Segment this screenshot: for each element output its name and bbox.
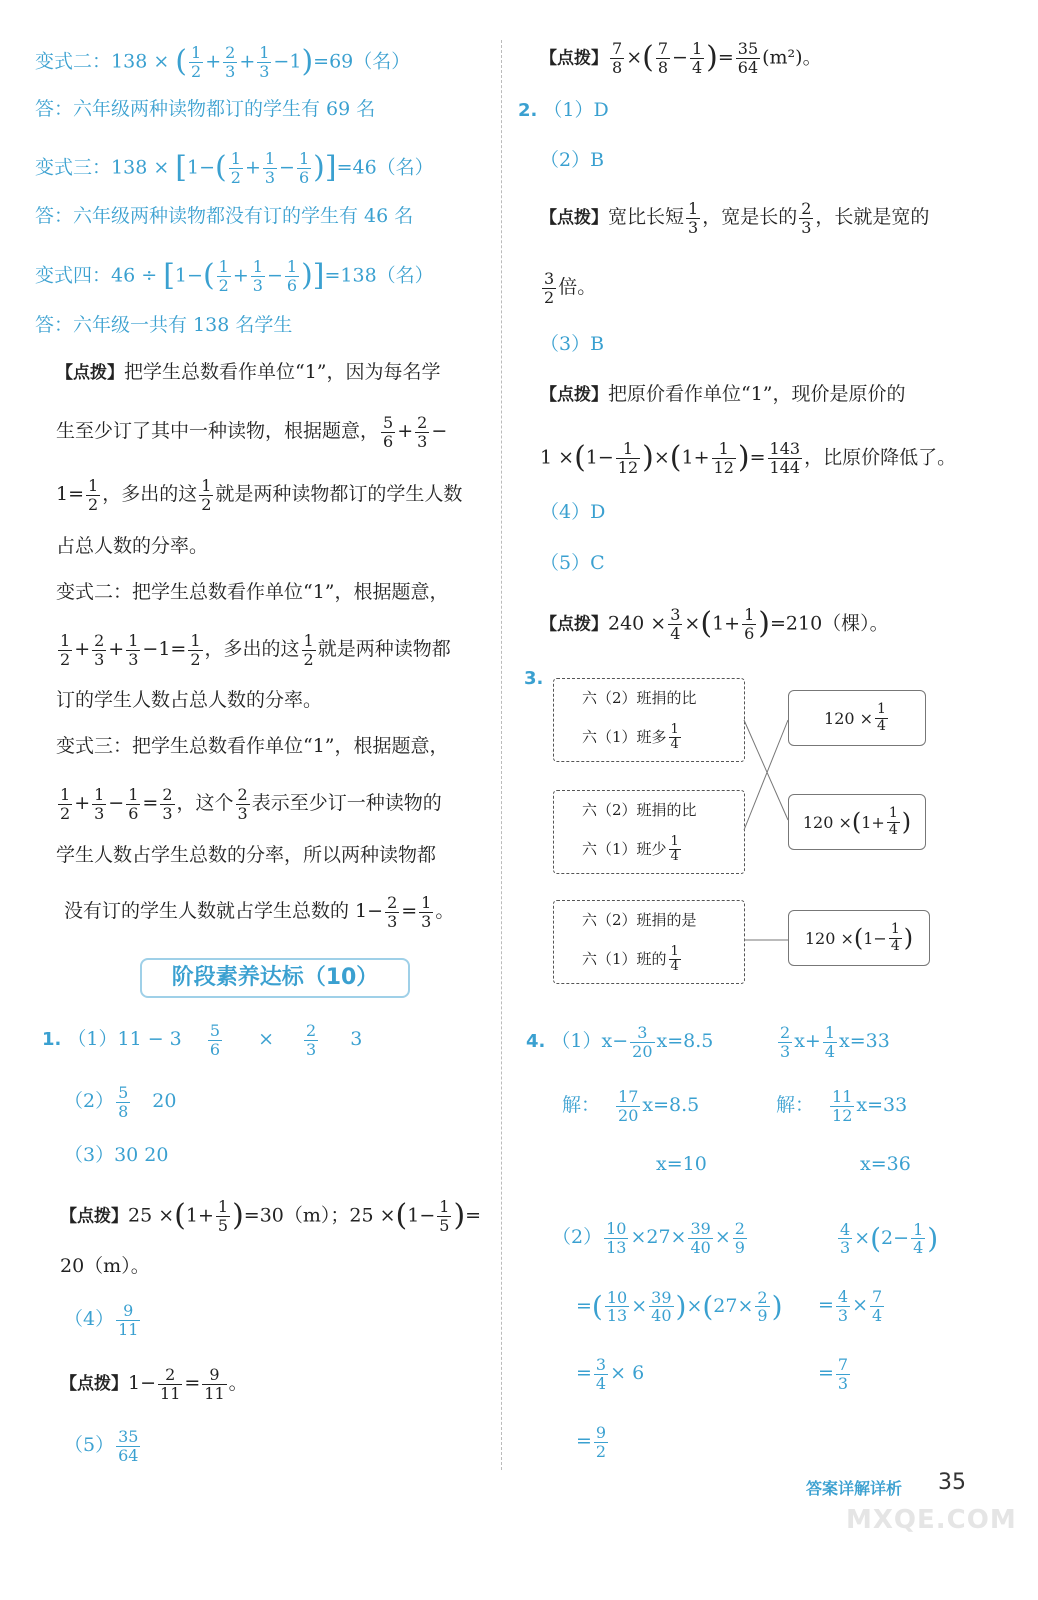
text: 就是两种读物都订的学生人数 [215,483,463,506]
question-number: 4. [526,1031,546,1053]
expr: 46 ÷ [111,264,158,287]
tip-label: 【点拨】 [540,614,608,635]
result: =46（名） [336,156,434,179]
box-text: 六（2）班捐的比 [582,689,697,707]
q2-tip2 [540,382,906,408]
expr: x=8.5 [642,1094,700,1117]
answer: 20 [152,1090,177,1113]
para-3-line-3: 学生人数占学生总数的分率，所以两种读物都 [56,844,437,866]
label: （2） [64,1090,115,1113]
para-2-line-3: 订的学生人数占总人数的分率。 [56,689,323,711]
text: 六（1）班少 [582,839,667,858]
expr: x=33 [839,1030,890,1053]
q4-1-right: $\frac{2}{3}$ x+ $\frac{1}{4}$ x=33 [780,1023,890,1061]
jie-label: 解： [562,1094,601,1117]
q2-tip-cont: $\frac{3}{2}$ 倍。 [544,269,597,307]
q4-2-right-line-2: = $\frac{4}{3}$ × $\frac{7}{4}$ [818,1287,883,1325]
result: =138（名） [324,264,434,287]
answer-3: 答：六年级一共有 138 名学生 [35,314,293,336]
stage-title-banner: 阶段素养达标（10） [140,958,410,998]
q4-2-line-4: = $\frac{9}{2}$ [576,1423,607,1461]
right-box-3: 120 × ( 1− $\frac{1}{4}$ ) [788,910,930,966]
q1-tip: 【点拨】25 ×(1+ $\frac{1}{5}$ )=30（m）；25 ×(1− $\frac{1}{5}$ )= [60,1197,482,1235]
text: 把原价看作单位“1”，现价是原价的 [608,383,906,405]
text: 120 × [802,812,852,832]
label: （2） [552,1226,603,1249]
para-3-line-2: $\frac{1}{2}$ + $\frac{1}{3}$ − $\frac{1}{6}$ = $\frac{2}{3}$ ，这个 $\frac{2}{3}$ 表示至少订一种读物的 [60,785,442,823]
q4-2-line-1: （2） $\frac{10}{13}$ ×27× $\frac{39}{40}$ × $\frac{2}{9}$ [552,1219,745,1257]
text: 没有订的学生人数就占学生总数的 1− [64,900,384,923]
box-text: 六（2）班捐的是 [582,911,697,929]
answer: （1）11 − 3 [67,1028,182,1051]
expr: 25 × [128,1204,175,1227]
q4-2-line-2: =( $\frac{10}{13}$ × $\frac{39}{40}$ )×(27× $\frac{2}{9}$ ) [576,1287,783,1326]
tip-label: 【点拨】 [60,1206,128,1227]
tip-1-line-2: 生至少订了其中一种读物，根据题意， $\frac{5}{6}$ + $\frac{2}{3}$ − [56,413,448,451]
answer: （1）D [543,99,609,121]
q2-1 [518,98,609,124]
text: 宽比长短 [608,206,685,229]
column-divider [501,40,502,1470]
q2-tip3: 【点拨】240 × $\frac{3}{4}$ ×(1+ $\frac{1}{6}$ )=210（棵）。 [540,605,889,643]
q4-1-left: 4. （1）x− $\frac{3}{20}$ x=8.5 [526,1023,714,1061]
q4-2-right-line-3: = $\frac{7}{3}$ [818,1355,849,1393]
text: 生至少订了其中一种读物，根据题意， [56,420,380,443]
right-box-2: 120 × ( 1+ $\frac{1}{4}$ ) [788,794,926,850]
para-2-line-1: 变式二：把学生总数看作单位“1”，根据题意， [56,581,449,603]
q2-4: （4）D [540,501,606,523]
right-box-1: 120 × $\frac{1}{4}$ [788,690,926,746]
q4-1-result-right: x=36 [860,1153,911,1175]
footer-label: 答案详解详析 [806,1479,903,1498]
q1-line-1: 1. （1）11 − 3 $\frac{5}{6}$ × $\frac{2}{3}$ 3 [42,1021,363,1059]
q2-3: （3）B [540,333,605,355]
tip-label: 【点拨】 [540,385,608,405]
tip-1-line-3: 1= $\frac{1}{2}$ ，多出的这 $\frac{1}{2}$ 就是两种读物都订的学生人数 [56,476,463,514]
q4-1-result-left: x=10 [656,1153,707,1175]
text: 六（1）班的 [582,949,667,968]
q2-2: （2）B [540,149,605,171]
jie-label: 解： [776,1094,815,1117]
label: （5） [64,1434,115,1457]
question-number: 2. [518,100,538,121]
q3-number: 3. [524,668,544,689]
variant-2-line: 变式二：138 × ( $\frac{1}{2}$ + $\frac{2}{3}$ + $\frac{1}{3}$ −1)=69（名） [35,43,411,81]
variant-3-line: 变式三：138 × [1−( $\frac{1}{2}$ + $\frac{1}{3}$ − $\frac{1}{6}$ )]=46（名） [35,149,434,187]
para-2-line-2: $\frac{1}{2}$ + $\frac{2}{3}$ + $\frac{1}{3}$ −1= $\frac{1}{2}$ ，多出的这 $\frac{1}{2}$ 就是两种读物都 [60,631,451,669]
q1-5-tip: 【点拨】 $\frac{7}{8}$ ×( $\frac{7}{8}$ − $\frac{1}{4}$ )= $\frac{35}{64}$ (m²)。 [540,39,822,77]
expr: 138 × [111,50,170,73]
page-number: 35 [938,1470,966,1495]
tip-label: 【点拨】 [56,363,124,383]
answer-1: 答：六年级两种读物都订的学生有 69 名 [35,98,376,120]
text: 六（1）班多 [582,727,667,746]
tip-label: 【点拨】 [540,208,608,229]
q1-3: （3）30 20 [64,1144,169,1166]
box-text: 六（1）班的 $\frac{1}{4}$ [582,944,679,975]
result: =69（名） [313,50,411,73]
expr: =30（m）；25 × [243,1204,396,1227]
q1-4-tip: 【点拨】1− $\frac{2}{11}$ = $\frac{9}{11}$ 。 [60,1365,248,1403]
question-number: 1. [42,1029,62,1051]
variant-label: 变式二： [35,50,112,73]
variant-label: 变式四： [35,264,112,287]
expr: 240 × [608,612,667,635]
q4-1-solve-right: 解： $\frac{11}{12}$ x=33 [776,1087,908,1125]
tip-1-line-4: 占总人数的分率。 [56,535,209,557]
box-text: 六（1）班少 $\frac{1}{4}$ [582,834,679,865]
q4-1-solve-left: 解： $\frac{17}{20}$ x=8.5 [562,1087,700,1125]
q1-4: （4） $\frac{9}{11}$ [64,1301,139,1339]
left-box-3 [553,900,745,984]
q4-2-right-line-1: $\frac{4}{3}$ ×(2− $\frac{1}{4}$ ) [840,1219,939,1258]
answer-2: 答：六年级两种读物都没有订的学生有 46 名 [35,205,414,227]
text: 120 × [824,708,874,728]
text: ，多出的这 [204,638,300,661]
variant-4-line: 变式四：46 ÷ [1−( $\frac{1}{2}$ + $\frac{1}{3}$ − $\frac{1}{6}$ )]=138（名） [35,257,434,295]
expr: 138 × [111,156,170,179]
q4-2-line-3: = $\frac{3}{4}$ × 6 [576,1355,645,1393]
left-box-2 [553,790,745,874]
q1-5: （5） $\frac{35}{64}$ [64,1427,139,1465]
text: ，这个 [176,792,234,815]
tip-label: 【点拨】 [540,48,608,69]
tip-label: 【点拨】 [60,1374,128,1395]
text: 1= [56,483,85,506]
text: ，比原价降低了。 [804,446,957,469]
text: 就是两种读物都 [317,638,451,661]
text: 120 × [804,928,854,948]
expr: x=33 [856,1094,908,1117]
label: （4） [64,1308,115,1331]
text: 倍。 [558,276,597,299]
para-3-line-4: 没有订的学生人数就占学生总数的 1− $\frac{2}{3}$ = $\frac{1}{3}$ 。 [64,893,455,931]
text: =210（棵）。 [769,612,889,635]
q2-5: （5）C [540,552,605,574]
para-3-line-1: 变式三：把学生总数看作单位“1”，根据题意， [56,735,449,757]
q1-tip-end: 20（m）。 [60,1255,150,1277]
variant-label: 变式三： [35,156,112,179]
box-text: 六（1）班多 $\frac{1}{4}$ [582,722,679,753]
expr: x=8.5 [656,1030,714,1053]
left-box-1 [553,678,745,762]
q2-tip: 【点拨】宽比长短 $\frac{1}{3}$ ，宽是长的 $\frac{2}{3}$ ，长就是宽的 [540,199,930,237]
text: ，宽是长的 [702,206,798,229]
text: 表示至少订一种读物的 [251,792,442,815]
unit: (m²)。 [762,46,822,69]
box-text: 六（2）班捐的比 [582,801,697,819]
text: ，长就是宽的 [815,206,930,229]
watermark-logo: MXQE.COM [846,1505,1017,1535]
q1-2: （2） $\frac{5}{8}$ 20 [64,1083,177,1121]
expr: （1）x− [551,1030,629,1053]
text: 把学生总数看作单位“1”，因为每名学 [124,361,441,383]
text: ，多出的这 [102,483,198,506]
tip-1-line-1 [56,360,441,386]
q2-tip2-expr: 1 ×(1− $\frac{1}{12}$ )×(1+ $\frac{1}{12}$ )= $\frac{143}{144}$ ，比原价降低了。 [540,439,957,477]
